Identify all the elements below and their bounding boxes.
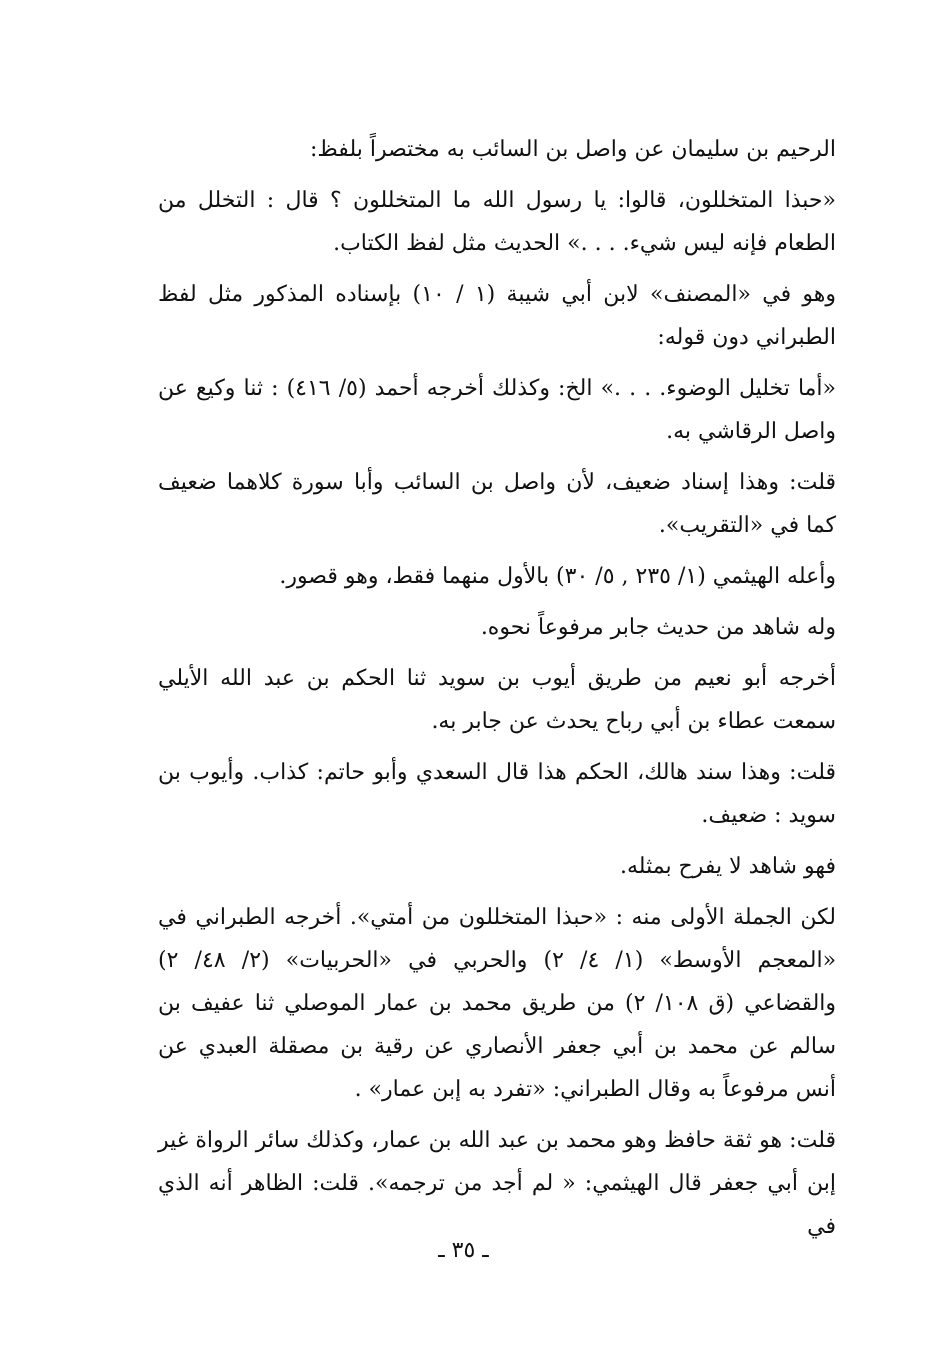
page-number: ـ ٣٥ ـ	[438, 1238, 489, 1263]
paragraph-2: «حبذا المتخللون، قالوا: يا رسول الله ما المتخللون ؟ قال : التخلل من الطعام فإنه ليس شيء. . . .» الحديث مثل لفظ الكتاب.	[158, 188, 836, 256]
paragraph-11: لكن الجملة الأولى منه : «حبذا المتخللون من أمتي». أخرجه الطبراني في «المعجم الأوسط» (١/ ٤/ ٢) والحربي في «الحربيات» (٢/ ٤٨/ ٢) والقضاعي (ق ١٠٨/ ٢) من طريق محمد بن عمار الموصلي ثنا عفيف بن سالم عن محمد بن أبي جعفر الأنصاري عن رقية بن مصقلة العبدي عن أنس مرفوعاً به وقال الطبراني: «تفرد به إبن عمار» .	[158, 905, 837, 1102]
paragraph-4: «أما تخليل الوضوء. . . .» الخ: وكذلك أخرجه أحمد (٥/ ٤١٦) : ثنا وكيع عن واصل الرقاشي به.	[158, 376, 837, 444]
page-body-text	[158, 128, 836, 1256]
paragraph-6: وأعله الهيثمي (١/ ٢٣٥ , ٥/ ٣٠) بالأول منهما فقط، وهو قصور.	[279, 564, 836, 589]
paragraph-5: قلت: وهذا إسناد ضعيف، لأن واصل بن السائب وأبا سورة كلاهما ضعيف كما في «التقريب».	[158, 470, 836, 538]
paragraph-10: فهو شاهد لا يفرح بمثله.	[620, 854, 836, 879]
paragraph-1: الرحيم بن سليمان عن واصل بن السائب به مختصراً بلفظ:	[310, 137, 836, 162]
paragraph-8: أخرجه أبو نعيم من طريق أيوب بن سويد ثنا الحكم بن عبد الله الأيلي سمعت عطاء بن أبي رباح يحدث عن جابر به.	[158, 666, 836, 734]
paragraph-7: وله شاهد من حديث جابر مرفوعاً نحوه.	[480, 615, 836, 640]
paragraph-12: قلت: هو ثقة حافظ وهو محمد بن عبد الله بن عمار، وكذلك سائر الرواة غير إبن أبي جعفر قال الهيثمي: « لم أجد من ترجمه». قلت: الظاهر أنه الذي في	[158, 1128, 836, 1239]
paragraph-9: قلت: وهذا سند هالك، الحكم هذا قال السعدي وأبو حاتم: كذاب. وأيوب بن سويد : ضعيف.	[158, 760, 836, 828]
paragraph-3: وهو في «المصنف» لابن أبي شيبة (١ / ١٠) بإسناده المذكور مثل لفظ الطبراني دون قوله:	[158, 282, 836, 350]
